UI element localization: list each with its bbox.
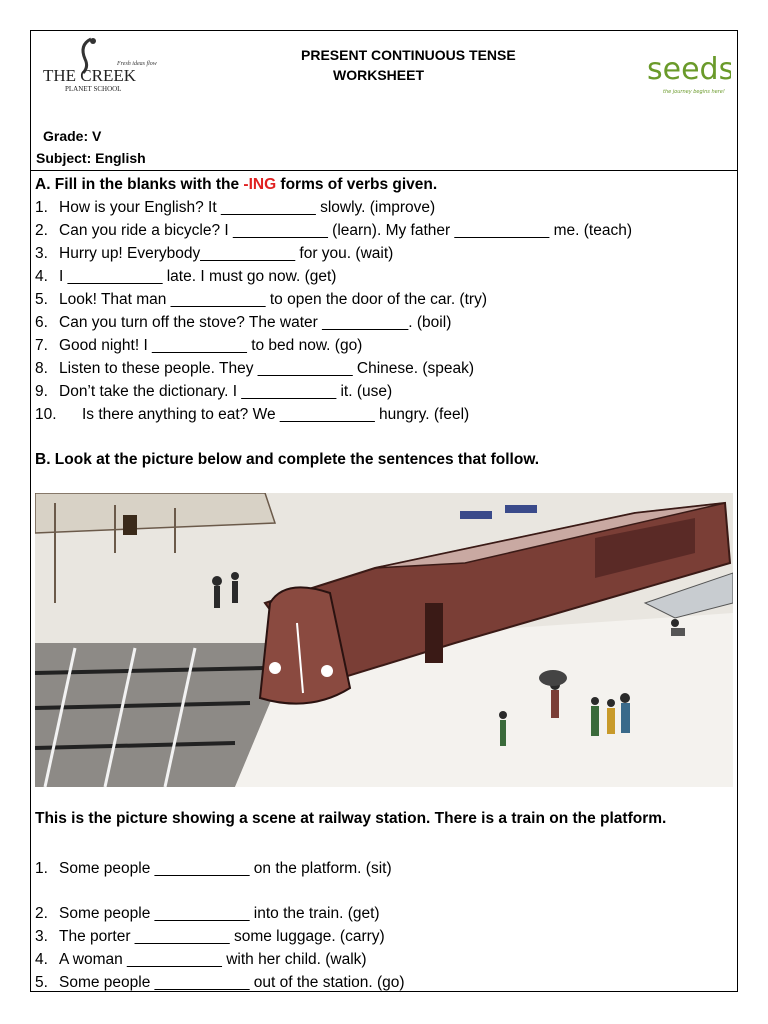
school-tagline: Fresh ideas flow (117, 61, 157, 67)
subject-label: Subject: English (36, 150, 146, 166)
question-item (35, 902, 405, 925)
school-subname: PLANET SCHOOL (65, 85, 122, 93)
question-text: Some people ___________ out of the station. (go) (59, 974, 405, 991)
question-number: 3. (35, 928, 48, 945)
seeds-logo (645, 41, 731, 99)
header-divider (31, 170, 737, 171)
question-text: The porter ___________ some luggage. (carry) (59, 928, 385, 945)
school-logo (39, 35, 169, 95)
question-text: Can you ride a bicycle? I ___________ (learn). My father ___________ me. (teach) (59, 222, 632, 239)
question-text: Hurry up! Everybody___________ for you. (wait) (59, 245, 394, 262)
section-b-heading: B. Look at the picture below and complete the sentences that follow. (35, 451, 540, 468)
question-number: 8. (35, 360, 48, 377)
section-a-heading-suffix: forms of verbs given. (276, 176, 438, 193)
question-item (35, 334, 735, 357)
question-item (35, 288, 735, 311)
question-number: 5. (35, 974, 48, 991)
question-item (35, 971, 405, 994)
question-item (35, 357, 735, 380)
question-number: 3. (35, 245, 48, 262)
question-number: 10. (35, 406, 57, 423)
scene-caption: This is the picture showing a scene at railway station. There is a train on the platform. (35, 810, 667, 827)
question-number: 7. (35, 337, 48, 354)
question-text: Look! That man ___________ to open the door of the car. (try) (59, 291, 487, 308)
question-item (35, 948, 405, 971)
question-item (35, 857, 405, 880)
question-number: 9. (35, 383, 48, 400)
question-item (35, 925, 405, 948)
title-line-1: PRESENT CONTINUOUS TENSE (301, 47, 516, 63)
question-number: 6. (35, 314, 48, 331)
worksheet-page (30, 30, 738, 992)
question-item (35, 380, 735, 403)
question-number: 2. (35, 222, 48, 239)
grade-label: Grade: V (43, 128, 102, 144)
spacer (35, 880, 405, 902)
question-number: 1. (35, 199, 48, 216)
question-item (35, 196, 735, 219)
question-text: Some people ___________ into the train. (get) (59, 905, 380, 922)
school-crest-icon (39, 35, 169, 95)
railway-scene-illustration (35, 493, 733, 787)
question-number: 4. (35, 268, 48, 285)
question-item (35, 219, 735, 242)
railway-station-image (35, 493, 733, 787)
question-number: 4. (35, 951, 48, 968)
question-text: Can you turn off the stove? The water __________. (boil) (59, 314, 452, 331)
question-text: Listen to these people. They ___________ Chinese. (speak) (59, 360, 475, 377)
seeds-tagline: the journey begins here! (663, 89, 725, 95)
question-number: 1. (35, 860, 48, 877)
question-number: 2. (35, 905, 48, 922)
section-a (35, 173, 735, 471)
question-item (35, 265, 735, 288)
worksheet-title (301, 45, 516, 85)
seeds-logo-icon (645, 41, 731, 99)
question-item (35, 242, 735, 265)
section-b-items (35, 857, 405, 994)
section-a-heading (35, 173, 735, 196)
question-item (35, 403, 735, 426)
school-name: THE CREEK (43, 66, 137, 85)
question-text: Some people ___________ on the platform. (sit) (59, 860, 392, 877)
ing-highlight: -ING (243, 176, 277, 193)
question-item (35, 311, 735, 334)
question-text: I ___________ late. I must go now. (get) (59, 268, 337, 285)
seeds-wordmark: seeds (647, 52, 731, 87)
question-text: Don’t take the dictionary. I ___________ it. (use) (59, 383, 393, 400)
section-a-heading-prefix: A. Fill in the blanks with the (35, 176, 244, 193)
question-number: 5. (35, 291, 48, 308)
question-text: Is there anything to eat? We ___________ hungry. (feel) (82, 406, 470, 423)
question-text: A woman ___________ with her child. (walk) (59, 951, 367, 968)
title-line-2: WORKSHEET (333, 67, 424, 83)
question-text: How is your English? It ___________ slowly. (improve) (59, 199, 436, 216)
spacer (35, 426, 735, 448)
question-text: Good night! I ___________ to bed now. (go) (59, 337, 363, 354)
